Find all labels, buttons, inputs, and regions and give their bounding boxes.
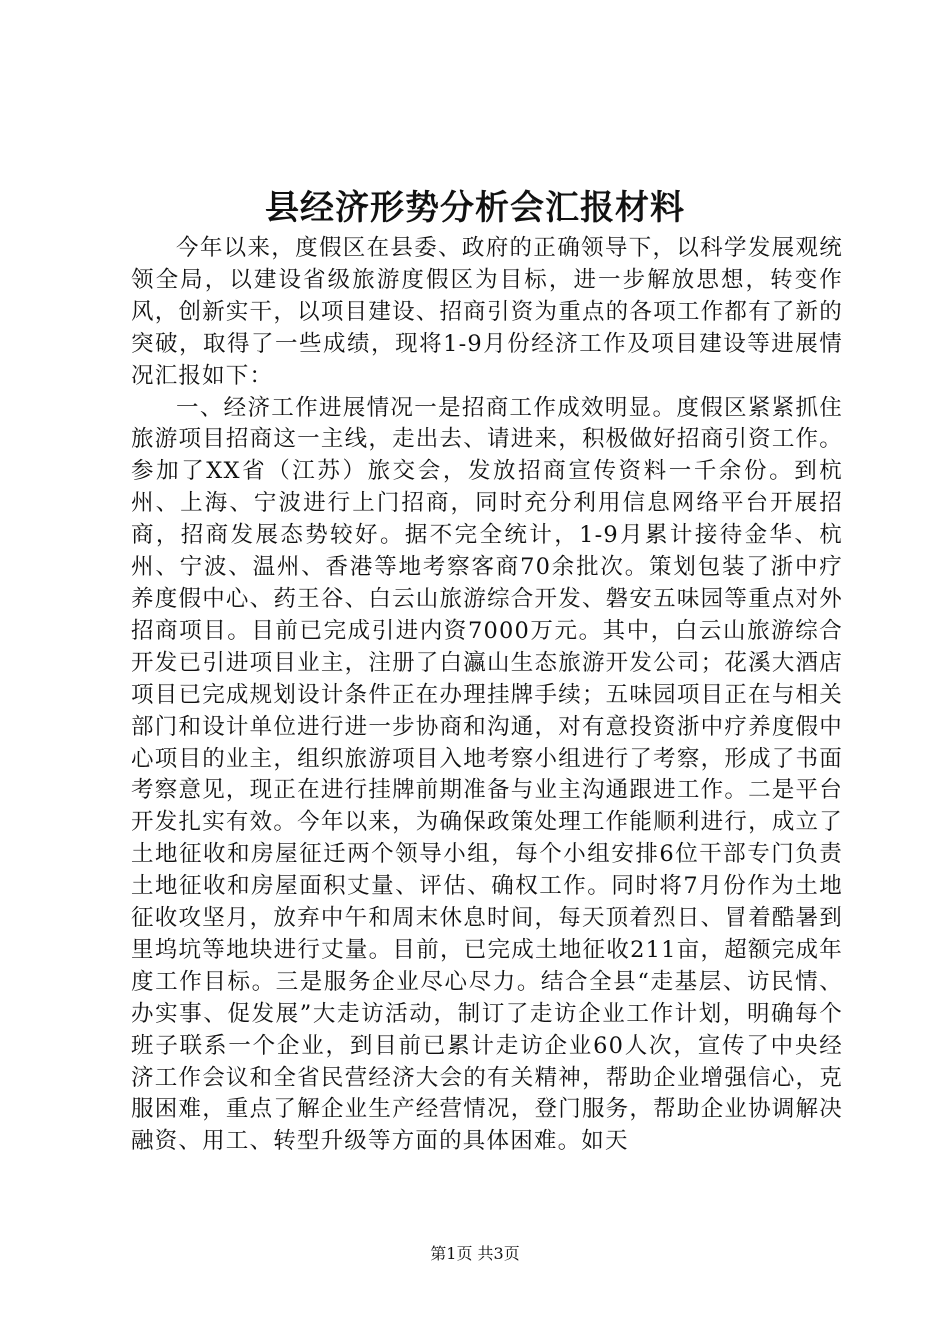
document-title: 县经济形势分析会汇报材料 [265,188,685,228]
paragraph-economic-progress: 一、经济工作进展情况一是招商工作成效明显。度假区紧紧抓住旅游项目招商这一主线，走出去、请进来，积极做好招商引资工作。参加了XX省（江苏）旅交会，发放招商宣传资料一千余份。到杭州、上海、宁波进行上门招商，同时充分利用信息网络平台开展招商，招商发展态势较好。据不完全统计，1-9月累计接待金华、杭州、宁波、温州、香港等地考察客商70余批次。策划包装了浙中疗养度假中心、药王谷、白云山旅游综合开发、磐安五味园等重点对外招商项目。目前已完成引进内资7000万元。其中，白云山旅游综合开发已引进项目业主，注册了白瀛山生态旅游开发公司；花溪大酒店项目已完成规划设计条件正在办理挂牌手续；五味园项目正在与相关部门和设计单位进行进一步协商和沟通，对有意投资浙中疗养度假中心项目的业主，组织旅游项目入地考察小组进行了考察，形成了书面考察意见，现正在进行挂牌前期准备与业主沟通跟进工作。二是平台开发扎实有效。今年以来，为确保政策处理工作能顺利进行，成立了土地征收和房屋征迁两个领导小组，每个小组安排6位干部专门负责土地征收和房屋面积丈量、评估、确权工作。同时将7月份作为土地征收攻坚月，放弃中午和周末休息时间，每天顶着烈日、冒着酷暑到里坞坑等地块进行丈量。目前，已完成土地征收211亩，超额完成年度工作目标。三是服务企业尽心尽力。结合全县“走基层、访民情、办实事、促发展”大走访活动，制订了走访企业工作计划，明确每个班子联系一个企业，到目前已累计走访企业60人次，宣传了中央经济工作会议和全省民营经济大会的有关精神，帮助企业增强信心，克服困难，重点了解企业生产经营情况，登门服务，帮助企业协调解决融资、用工、转型升级等方面的具体困难。如天 [131,394,843,1155]
document-body [131,233,843,1158]
paragraph-intro: 今年以来，度假区在县委、政府的正确领导下，以科学发展观统领全局，以建设省级旅游度假区为目标，进一步解放思想，转变作风，创新实干，以项目建设、招商引资为重点的各项工作都有了新的突破，取得了一些成绩，现将1-9月份经济工作及项目建设等进展情况汇报如下： [131,235,843,389]
page-number-footer: 第1页 共3页 [430,1244,520,1263]
